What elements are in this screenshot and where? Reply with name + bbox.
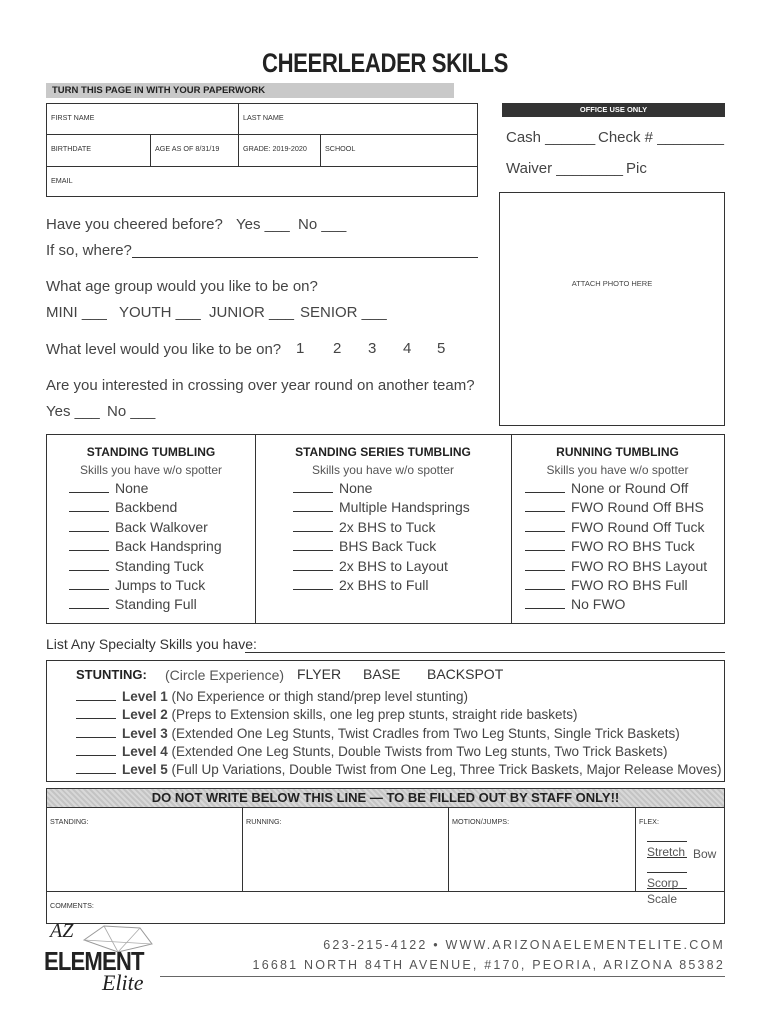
group-junior[interactable]: JUNIOR ___ (209, 304, 295, 321)
group-youth[interactable]: YOUTH ___ (119, 304, 201, 321)
last-name-label: LAST NAME (243, 113, 284, 122)
age-field[interactable] (151, 135, 239, 167)
running-tumbling-column (511, 435, 724, 623)
first-name-label: FIRST NAME (51, 113, 95, 122)
group-mini[interactable]: MINI ___ (46, 304, 107, 321)
list-item[interactable]: Backbend (69, 499, 255, 518)
list-item[interactable]: Back Walkover (69, 519, 255, 538)
flex-item[interactable]: Scale (647, 878, 721, 894)
flex-item[interactable]: Bow (647, 847, 721, 863)
crossover-question: Are you interested in crossing over year round on another team? (46, 377, 475, 394)
stunt-level-1[interactable]: Level 1 (No Experience or thigh stand/prep level stunting) (76, 689, 722, 707)
cheered-no[interactable]: No ___ (298, 216, 347, 233)
birthdate-label: BIRTHDATE (51, 144, 92, 153)
waiver-field[interactable]: Waiver ________ (506, 160, 624, 177)
flex-item[interactable]: Scorp (647, 862, 721, 878)
list-item[interactable]: No FWO (525, 596, 724, 615)
stunting-title: STUNTING: (76, 667, 147, 682)
stunt-level-5[interactable]: Level 5 (Full Up Variations, Double Twist from One Leg, Three Trick Baskets, Major Release Moves) (76, 762, 722, 780)
specialty-line[interactable] (245, 652, 725, 653)
staff-standing-field[interactable]: STANDING: (47, 808, 243, 892)
stunt-level-4[interactable]: Level 4 (Extended One Leg Stunts, Double Twists from Two Leg stunts, Two Trick Baskets) (76, 744, 722, 762)
stunt-level-3[interactable]: Level 3 (Extended One Leg Stunts, Twist Cradles from Two Leg Stunts, Single Trick Baskets) (76, 726, 722, 744)
list-item[interactable]: 2x BHS to Tuck (293, 519, 511, 538)
grade-field[interactable] (239, 135, 321, 167)
group-senior[interactable]: SENIOR ___ (300, 304, 387, 321)
staff-running-field[interactable]: RUNNING: (243, 808, 449, 892)
list-item[interactable]: FWO RO BHS Layout (525, 558, 724, 577)
footer-divider (160, 976, 725, 977)
role-base[interactable]: BASE (363, 666, 401, 682)
level-option-3[interactable]: 3 (368, 340, 377, 357)
flex-item[interactable]: Stretch (647, 831, 721, 847)
list-item[interactable]: FWO Round Off Tuck (525, 519, 724, 538)
pic-field[interactable]: Pic _________ (626, 160, 702, 194)
stunt-level-2[interactable]: Level 2 (Preps to Extension skills, one leg prep stunts, straight ride baskets) (76, 707, 722, 725)
first-name-field[interactable] (47, 104, 239, 135)
last-name-field[interactable] (239, 104, 477, 135)
running-tumbling-subtitle: Skills you have w/o spotter (546, 463, 689, 477)
role-flyer[interactable]: FLYER (297, 666, 342, 682)
list-item[interactable]: Back Handspring (69, 538, 255, 557)
staff-motion-field[interactable]: MOTION/JUMPS: (449, 808, 636, 892)
standing-series-subtitle: Skills you have w/o spotter (311, 463, 455, 477)
turn-in-banner: TURN THIS PAGE IN WITH YOUR PAPERWORK (46, 83, 454, 98)
role-backspot[interactable]: BACKSPOT (427, 666, 504, 682)
cheered-question: Have you cheered before? (46, 216, 223, 233)
logo-az-text: AZ (50, 920, 74, 942)
list-item[interactable]: BHS Back Tuck (293, 538, 511, 557)
school-field[interactable] (321, 135, 477, 167)
age-label: AGE AS OF 8/31/19 (155, 144, 220, 153)
list-item[interactable]: None or Round Off (525, 480, 724, 499)
element-elite-logo (44, 918, 164, 1008)
logo-element-text: ELEMENT (44, 946, 144, 976)
footer-address: 16681 NORTH 84TH AVENUE, #170, PEORIA, ARIZONA 85382 (252, 958, 725, 972)
cheered-yes[interactable]: Yes ___ (236, 216, 290, 233)
email-label: EMAIL (51, 176, 73, 185)
level-question: What level would you like to be on? (46, 341, 282, 358)
photo-label: ATTACH PHOTO HERE (571, 279, 653, 288)
standing-series-title: STANDING SERIES TUMBLING (295, 445, 471, 459)
specialty-label: List Any Specialty Skills you have: (46, 636, 257, 652)
list-item[interactable]: 2x BHS to Layout (293, 558, 511, 577)
age-group-question: What age group would you like to be on? (46, 278, 318, 295)
where-line[interactable] (132, 257, 478, 258)
page-title: CHEERLEADER SKILLS (261, 48, 509, 78)
stunting-circle-note: (Circle Experience) (165, 667, 285, 683)
list-item[interactable]: Jumps to Tuck (69, 577, 255, 596)
list-item[interactable]: Standing Tuck (69, 558, 255, 577)
stunting-box (46, 660, 725, 782)
crossover-yes[interactable]: Yes ___ (46, 403, 100, 420)
office-use-box (502, 103, 725, 194)
cash-field[interactable]: Cash ______ (506, 129, 596, 146)
tumbling-table (46, 434, 725, 624)
personal-info-grid (46, 103, 478, 197)
running-tumbling-title: RUNNING TUMBLING (556, 445, 679, 459)
school-label: SCHOOL (325, 144, 356, 153)
standing-tumbling-subtitle: Skills you have w/o spotter (79, 463, 223, 477)
list-item[interactable]: Standing Full (69, 596, 255, 615)
logo-elite-text: Elite (102, 970, 144, 995)
email-field[interactable] (47, 167, 477, 196)
list-item[interactable]: FWO RO BHS Tuck (525, 538, 724, 557)
staff-flex-field[interactable]: FLEX: Stretch Bow Scorp Scale (636, 808, 724, 892)
standing-series-column (255, 435, 512, 623)
staff-comments-field[interactable]: COMMENTS: (50, 901, 94, 910)
check-field[interactable]: Check # ________ (598, 129, 724, 146)
level-option-4[interactable]: 4 (403, 340, 412, 357)
crossover-no[interactable]: No ___ (107, 403, 156, 420)
list-item[interactable]: FWO Round Off BHS (525, 499, 724, 518)
level-option-5[interactable]: 5 (437, 340, 446, 357)
footer-contact: 623-215-4122 • WWW.ARIZONAELEMENTELITE.COM (323, 938, 725, 952)
grade-label: GRADE: 2019-2020 (243, 144, 307, 153)
photo-box[interactable] (499, 192, 725, 426)
list-item[interactable]: FWO RO BHS Full (525, 577, 724, 596)
list-item[interactable]: None (69, 480, 255, 499)
staff-header: DO NOT WRITE BELOW THIS LINE — TO BE FILLED OUT BY STAFF ONLY!! (47, 789, 724, 808)
list-item[interactable]: None (293, 480, 511, 499)
standing-tumbling-title: STANDING TUMBLING (86, 445, 216, 459)
list-item[interactable]: Multiple Handsprings (293, 499, 511, 518)
standing-tumbling-column (47, 435, 256, 623)
list-item[interactable]: 2x BHS to Full (293, 577, 511, 596)
office-use-header: OFFICE USE ONLY (502, 103, 725, 117)
birthdate-field[interactable] (47, 135, 151, 167)
where-question: If so, where? (46, 242, 132, 259)
level-option-2[interactable]: 2 (333, 340, 342, 357)
staff-section (46, 788, 725, 924)
level-option-1[interactable]: 1 (296, 340, 305, 357)
